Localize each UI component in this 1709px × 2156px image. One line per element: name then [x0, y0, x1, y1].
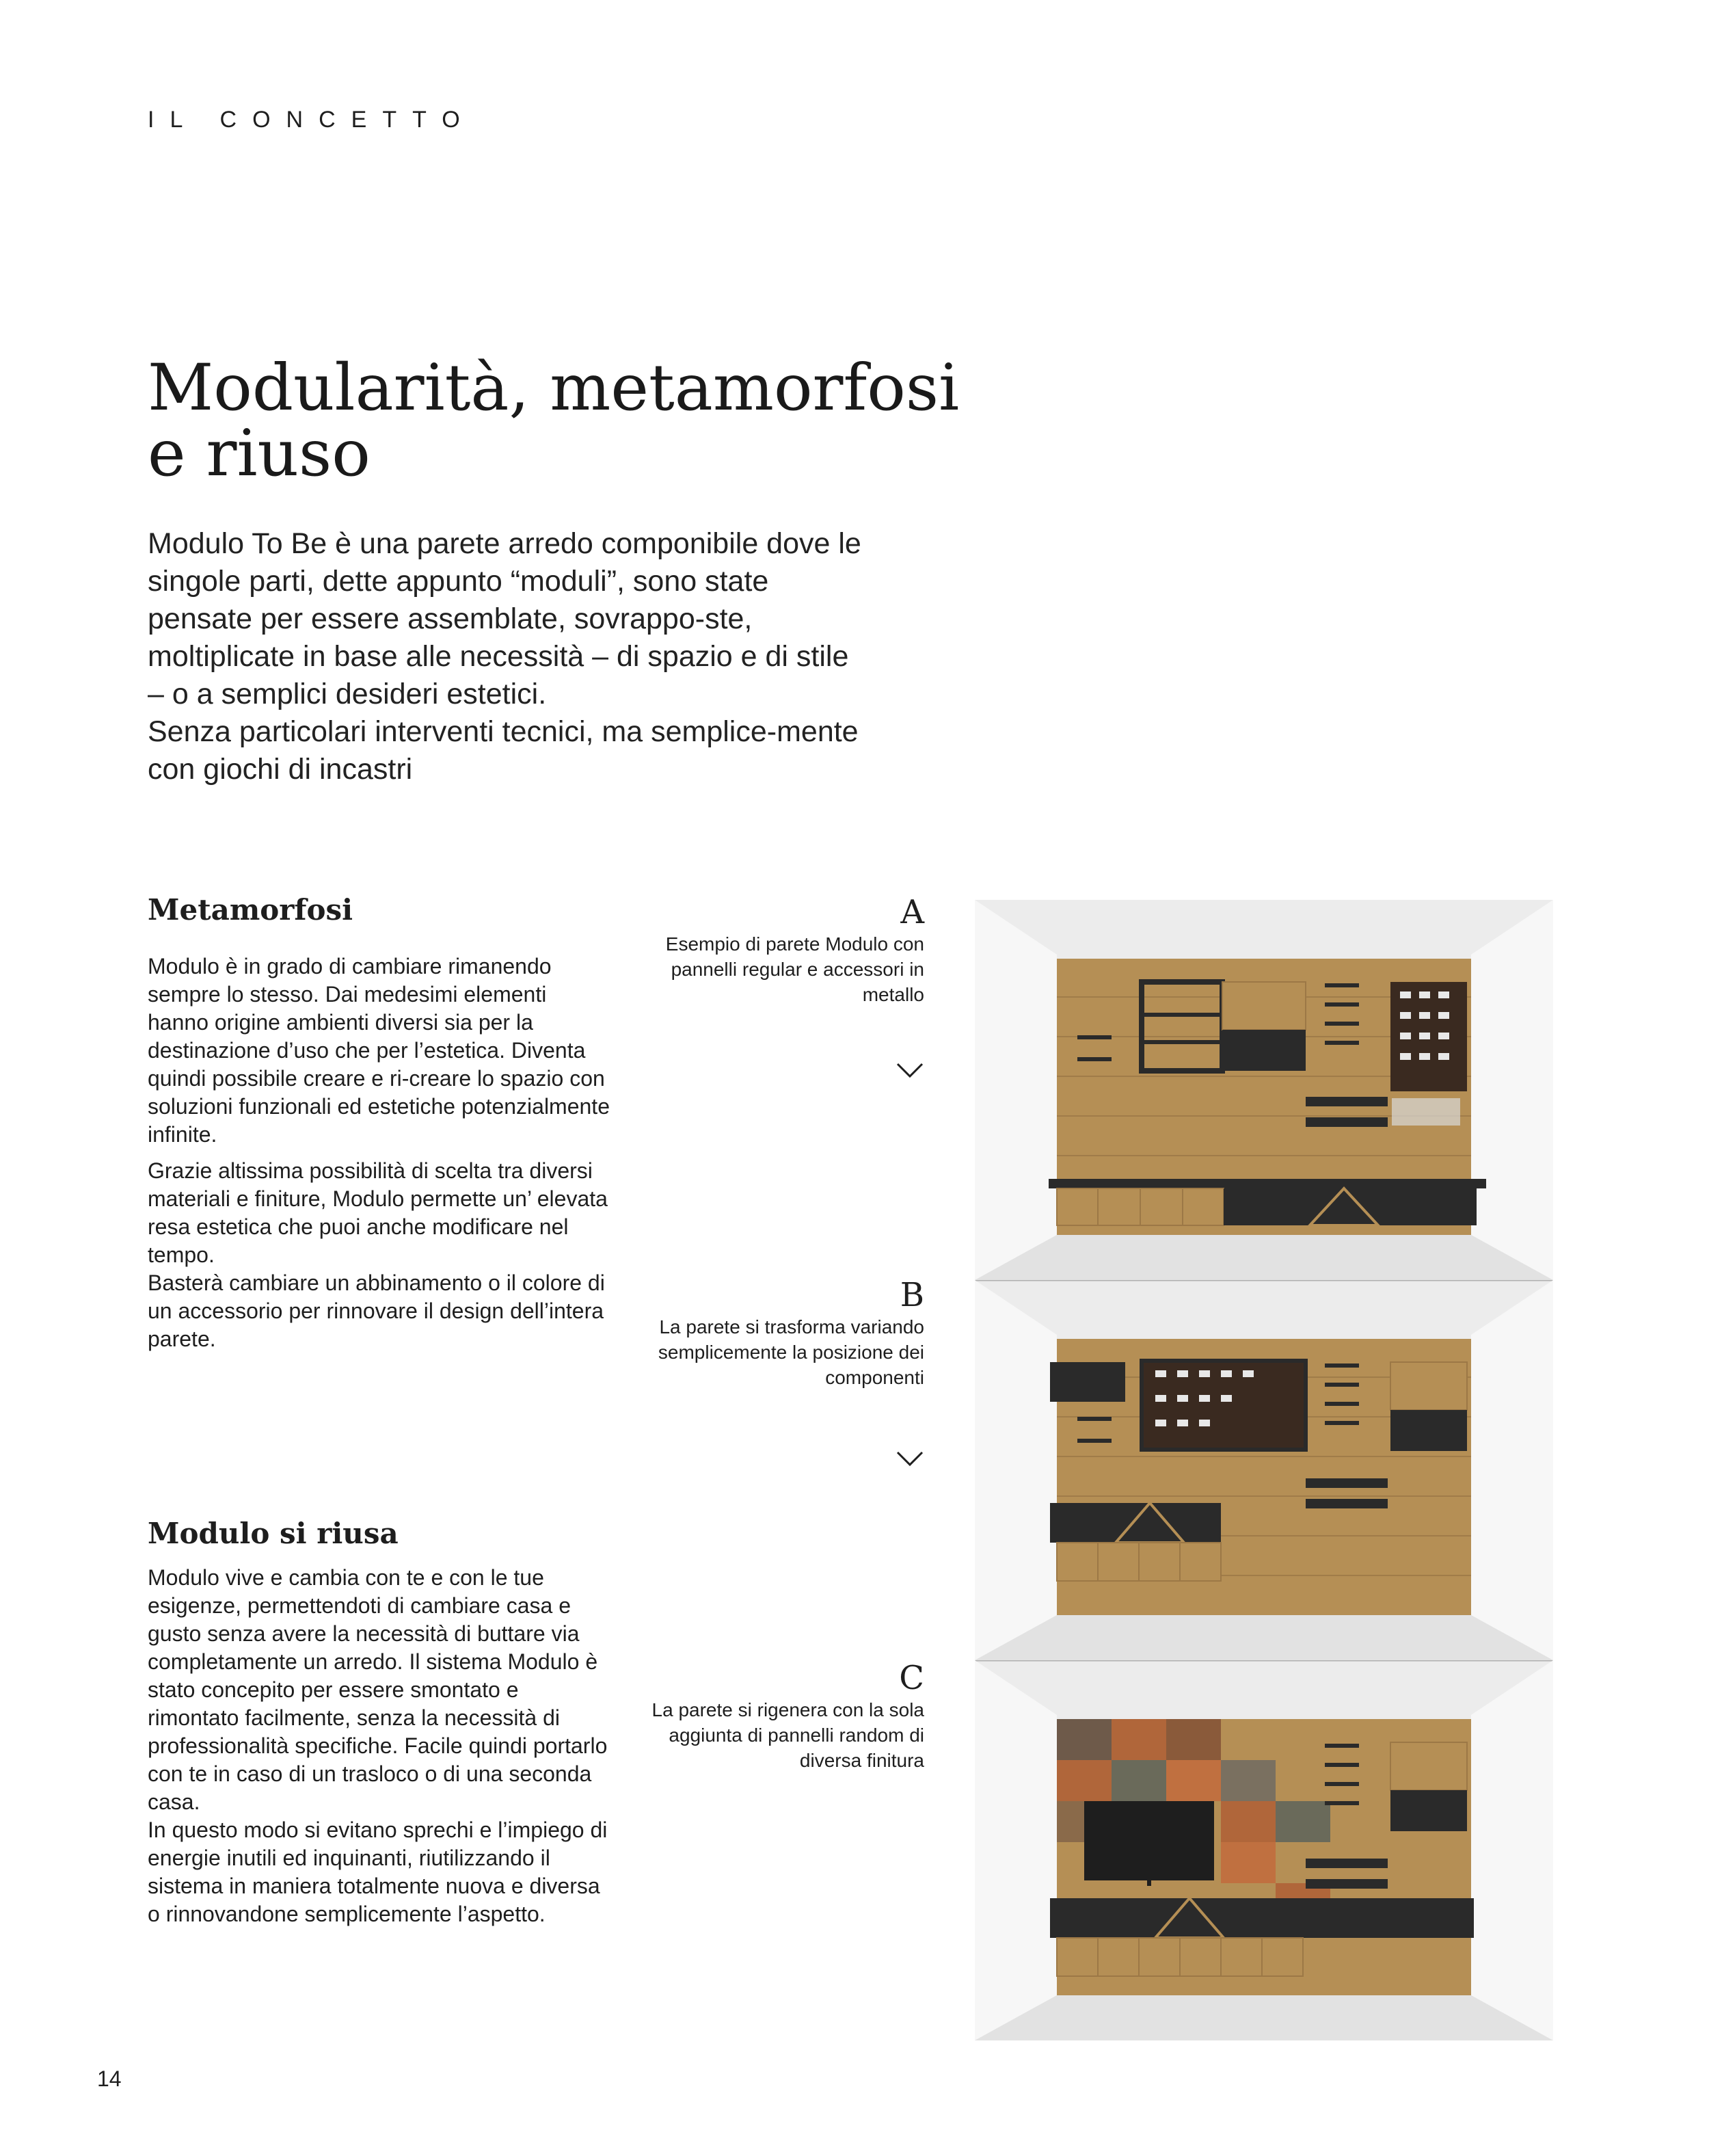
metamorfosi-paragraph-2: Grazie altissima possibilità di scelta tra diversi materiali e finiture, Modulo permette un’ elevata resa estetica che puoi anche modificare nel tempo.: [148, 1158, 608, 1267]
riuso-paragraph-1: Modulo vive e cambia con te e con le tue esigenze, permettendoti di cambiare casa e gusto senza avere la necessità di buttare via completamente un arredo. Il sistema Modulo è stato concepito per essere smontato e rimontato facilmente, senza la necessità di professionalità specifiche. Facile quindi portarlo con te in caso di un trasloco o di una seconda casa.: [148, 1565, 608, 1814]
riuso-heading: Modulo si riusa: [148, 1517, 399, 1550]
riuso-paragraph-2: In questo modo si evitano sprechi e l’impiego di energie inutili ed inquinanti, riutilizzando il sistema in maniera totalmente nuova e diversa o rinnovandone semplicemente l’aspetto.: [148, 1818, 608, 1926]
metamorfosi-paragraph-3: Basterà cambiare un abbinamento o il colore di un accessorio per rinnovare il design dell’intera parete.: [148, 1270, 605, 1351]
page-title: [148, 351, 968, 491]
intro-text: [148, 525, 872, 788]
caption-c-letter: C: [899, 1659, 924, 1697]
caption-b-text: La parete si trasforma variando semplicemente la posizione dei componenti: [658, 1316, 924, 1388]
caption-c-text: La parete si rigenera con la sola aggiunta di pannelli random di diversa finitura: [651, 1699, 924, 1771]
section-label: IL CONCETTO: [148, 107, 476, 133]
caption-b-letter: B: [900, 1276, 924, 1314]
intro-paragraph-2: Senza particolari interventi tecnici, ma semplice-mente con giochi di incastri: [148, 715, 859, 786]
wall-illustration-c: [975, 1660, 1553, 2040]
wall-illustration-a: [975, 900, 1553, 1280]
page-number: 14: [97, 2066, 122, 2091]
intro-paragraph-1: Modulo To Be è una parete arredo componibile dove le singole parti, dette appunto “moduli”, sono state pensate per essere assemblate, sovrappo-ste, moltiplicate in base alle necessità – di spazio e di stile – o a semplici desideri estetici.: [148, 527, 861, 710]
caption-a-text: Esempio di parete Modulo con pannelli regular e accessori in metallo: [665, 933, 924, 1005]
riuso-body: [148, 1564, 613, 1928]
caption-a: [637, 893, 924, 1007]
riuso-section: [148, 1517, 613, 1937]
wall-illustration-b: [975, 1280, 1553, 1660]
chevron-down-icon: [896, 1450, 924, 1467]
caption-c: [637, 1659, 924, 1773]
chevron-down-icon: [896, 1061, 924, 1079]
caption-b: [637, 1276, 924, 1390]
title-line-1: Modularità, metamorfosi: [148, 351, 960, 425]
caption-a-letter: A: [900, 893, 924, 931]
metamorfosi-paragraph-1: Modulo è in grado di cambiare rimanendo sempre lo stesso. Dai medesimi elementi hanno origine ambienti diversi sia per la destinazione d’uso che per l’estetica. Diventa quindi possibile creare e ri-creare lo spazio con soluzioni funzionali ed estetiche potenzialmente infinite.: [148, 954, 610, 1147]
metamorfosi-body: [148, 953, 613, 1353]
metamorfosi-heading: Metamorfosi: [148, 893, 353, 927]
title-line-2: e riuso: [148, 416, 371, 491]
metamorfosi-section: [148, 893, 613, 1361]
